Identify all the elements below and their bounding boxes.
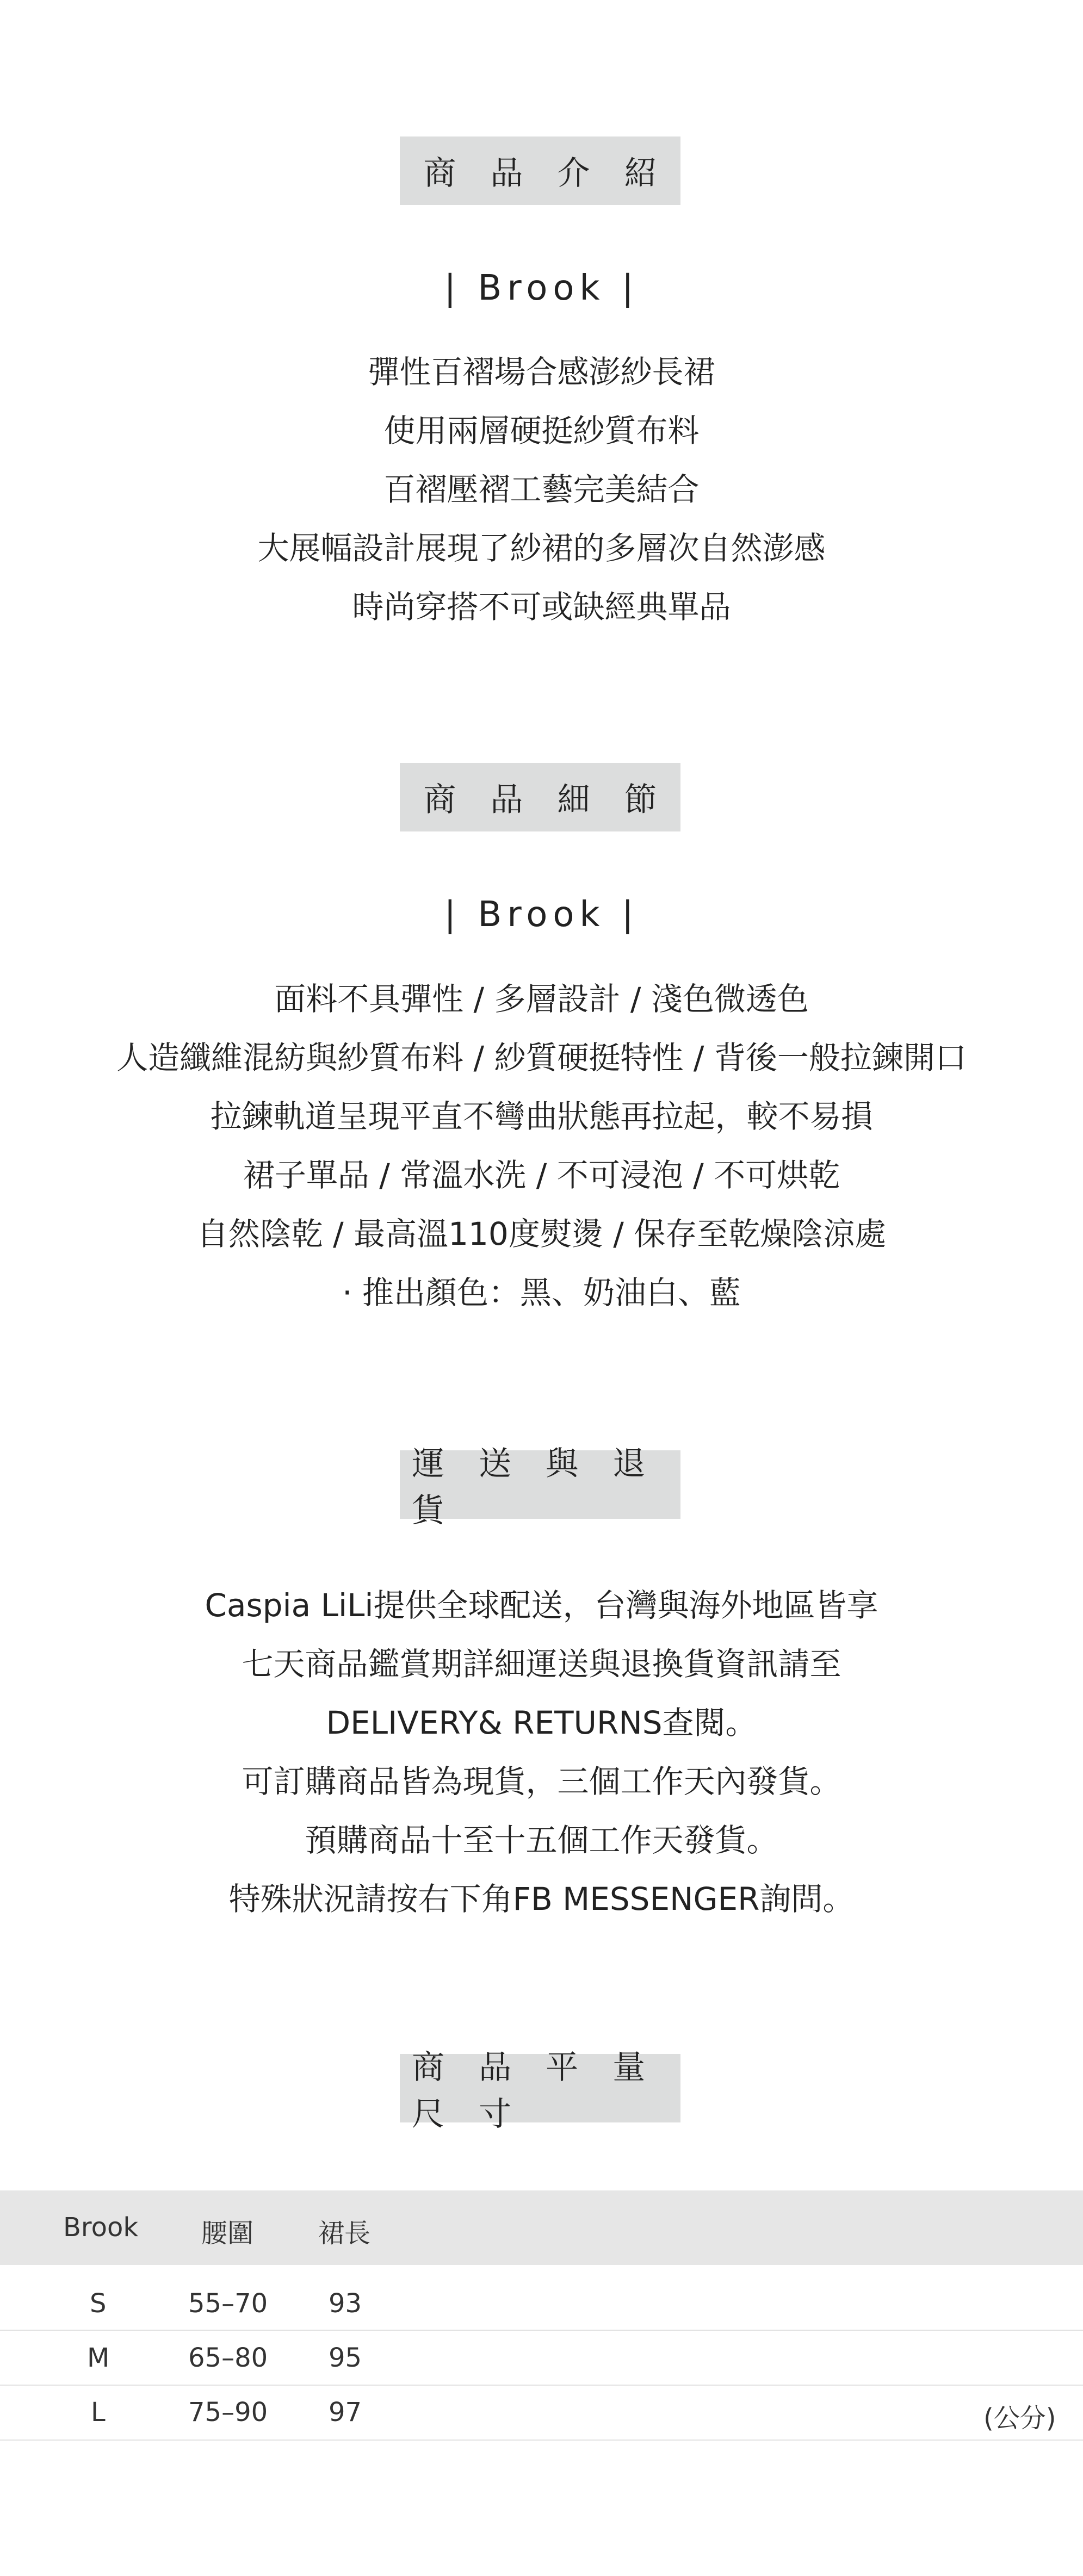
shipping-line: 特殊狀況請按右下角FB MESSENGER詢問。 (228, 1880, 855, 1917)
details-line: · 推出顏色：黑、奶油白、藍 (342, 1274, 741, 1311)
shipping-line: 七天商品鑑賞期詳細運送與退換貨資訊請至 (242, 1646, 841, 1683)
intro-line: 使用兩層硬挺紗質布料 (383, 412, 700, 449)
size-waist: 65–80 (188, 2343, 268, 2373)
section-heading-intro: 商 品 介 紹 (400, 136, 680, 205)
size-label: L (91, 2397, 106, 2428)
shipping-line: DELIVERY& RETURNS查閱。 (326, 1704, 757, 1741)
size-waist: 55–70 (188, 2288, 268, 2319)
size-length: 93 (329, 2288, 362, 2319)
details-line: 面料不具彈性 / 多層設計 / 淺色微透色 (274, 980, 809, 1017)
shipping-line: Caspia LiLi提供全球配送，台灣與海外地區皆享 (205, 1587, 878, 1624)
shipping-line: 可訂購商品皆為現貨，三個工作天內發貨。 (242, 1763, 841, 1800)
size-header-brand: Brook (63, 2212, 139, 2243)
intro-line: 時尚穿搭不可或缺經典單品 (352, 588, 731, 625)
shipping-line: 預購商品十至十五個工作天發貨。 (305, 1822, 778, 1859)
shipping-text (0, 1576, 1083, 1928)
size-header-length: 裙長 (318, 2218, 371, 2249)
row-divider (0, 2385, 1083, 2386)
unit-label: (公分) (983, 2403, 1056, 2434)
size-label: M (87, 2343, 110, 2373)
intro-line: 百褶壓褶工藝完美結合 (383, 471, 700, 508)
size-length: 97 (329, 2397, 362, 2428)
row-divider (0, 2330, 1083, 2331)
section-heading-shipping: 運 送 與 退 貨 (400, 1450, 680, 1519)
size-length: 95 (329, 2343, 362, 2373)
section-heading-size: 商 品 平 量 尺 寸 (400, 2054, 680, 2122)
details-line: 裙子單品 / 常溫水洗 / 不可浸泡 / 不可烘乾 (243, 1157, 840, 1194)
size-waist: 75–90 (188, 2397, 268, 2428)
size-label: S (90, 2288, 107, 2319)
size-header-waist: 腰圍 (201, 2218, 254, 2249)
details-line: 人造纖維混紡與紗質布料 / 紗質硬挺特性 / 背後一般拉鍊開口 (116, 1039, 967, 1076)
intro-line: 彈性百褶場合感澎紗長裙 (368, 353, 715, 390)
details-line: 拉鍊軌道呈現平直不彎曲狀態再拉起，較不易損 (210, 1098, 873, 1135)
details-line: 自然陰乾 / 最高溫110度熨燙 / 保存至乾燥陰涼處 (196, 1215, 887, 1252)
row-divider (0, 2440, 1083, 2441)
brand-line-details: | Brook | (444, 895, 639, 935)
details-text (0, 970, 1083, 1322)
size-table-header (0, 2190, 1083, 2265)
intro-line: 大展幅設計展現了紗裙的多層次自然澎感 (257, 530, 826, 567)
brand-line-intro: | Brook | (444, 268, 639, 308)
section-heading-details: 商 品 細 節 (400, 763, 680, 831)
intro-text (0, 343, 1083, 636)
